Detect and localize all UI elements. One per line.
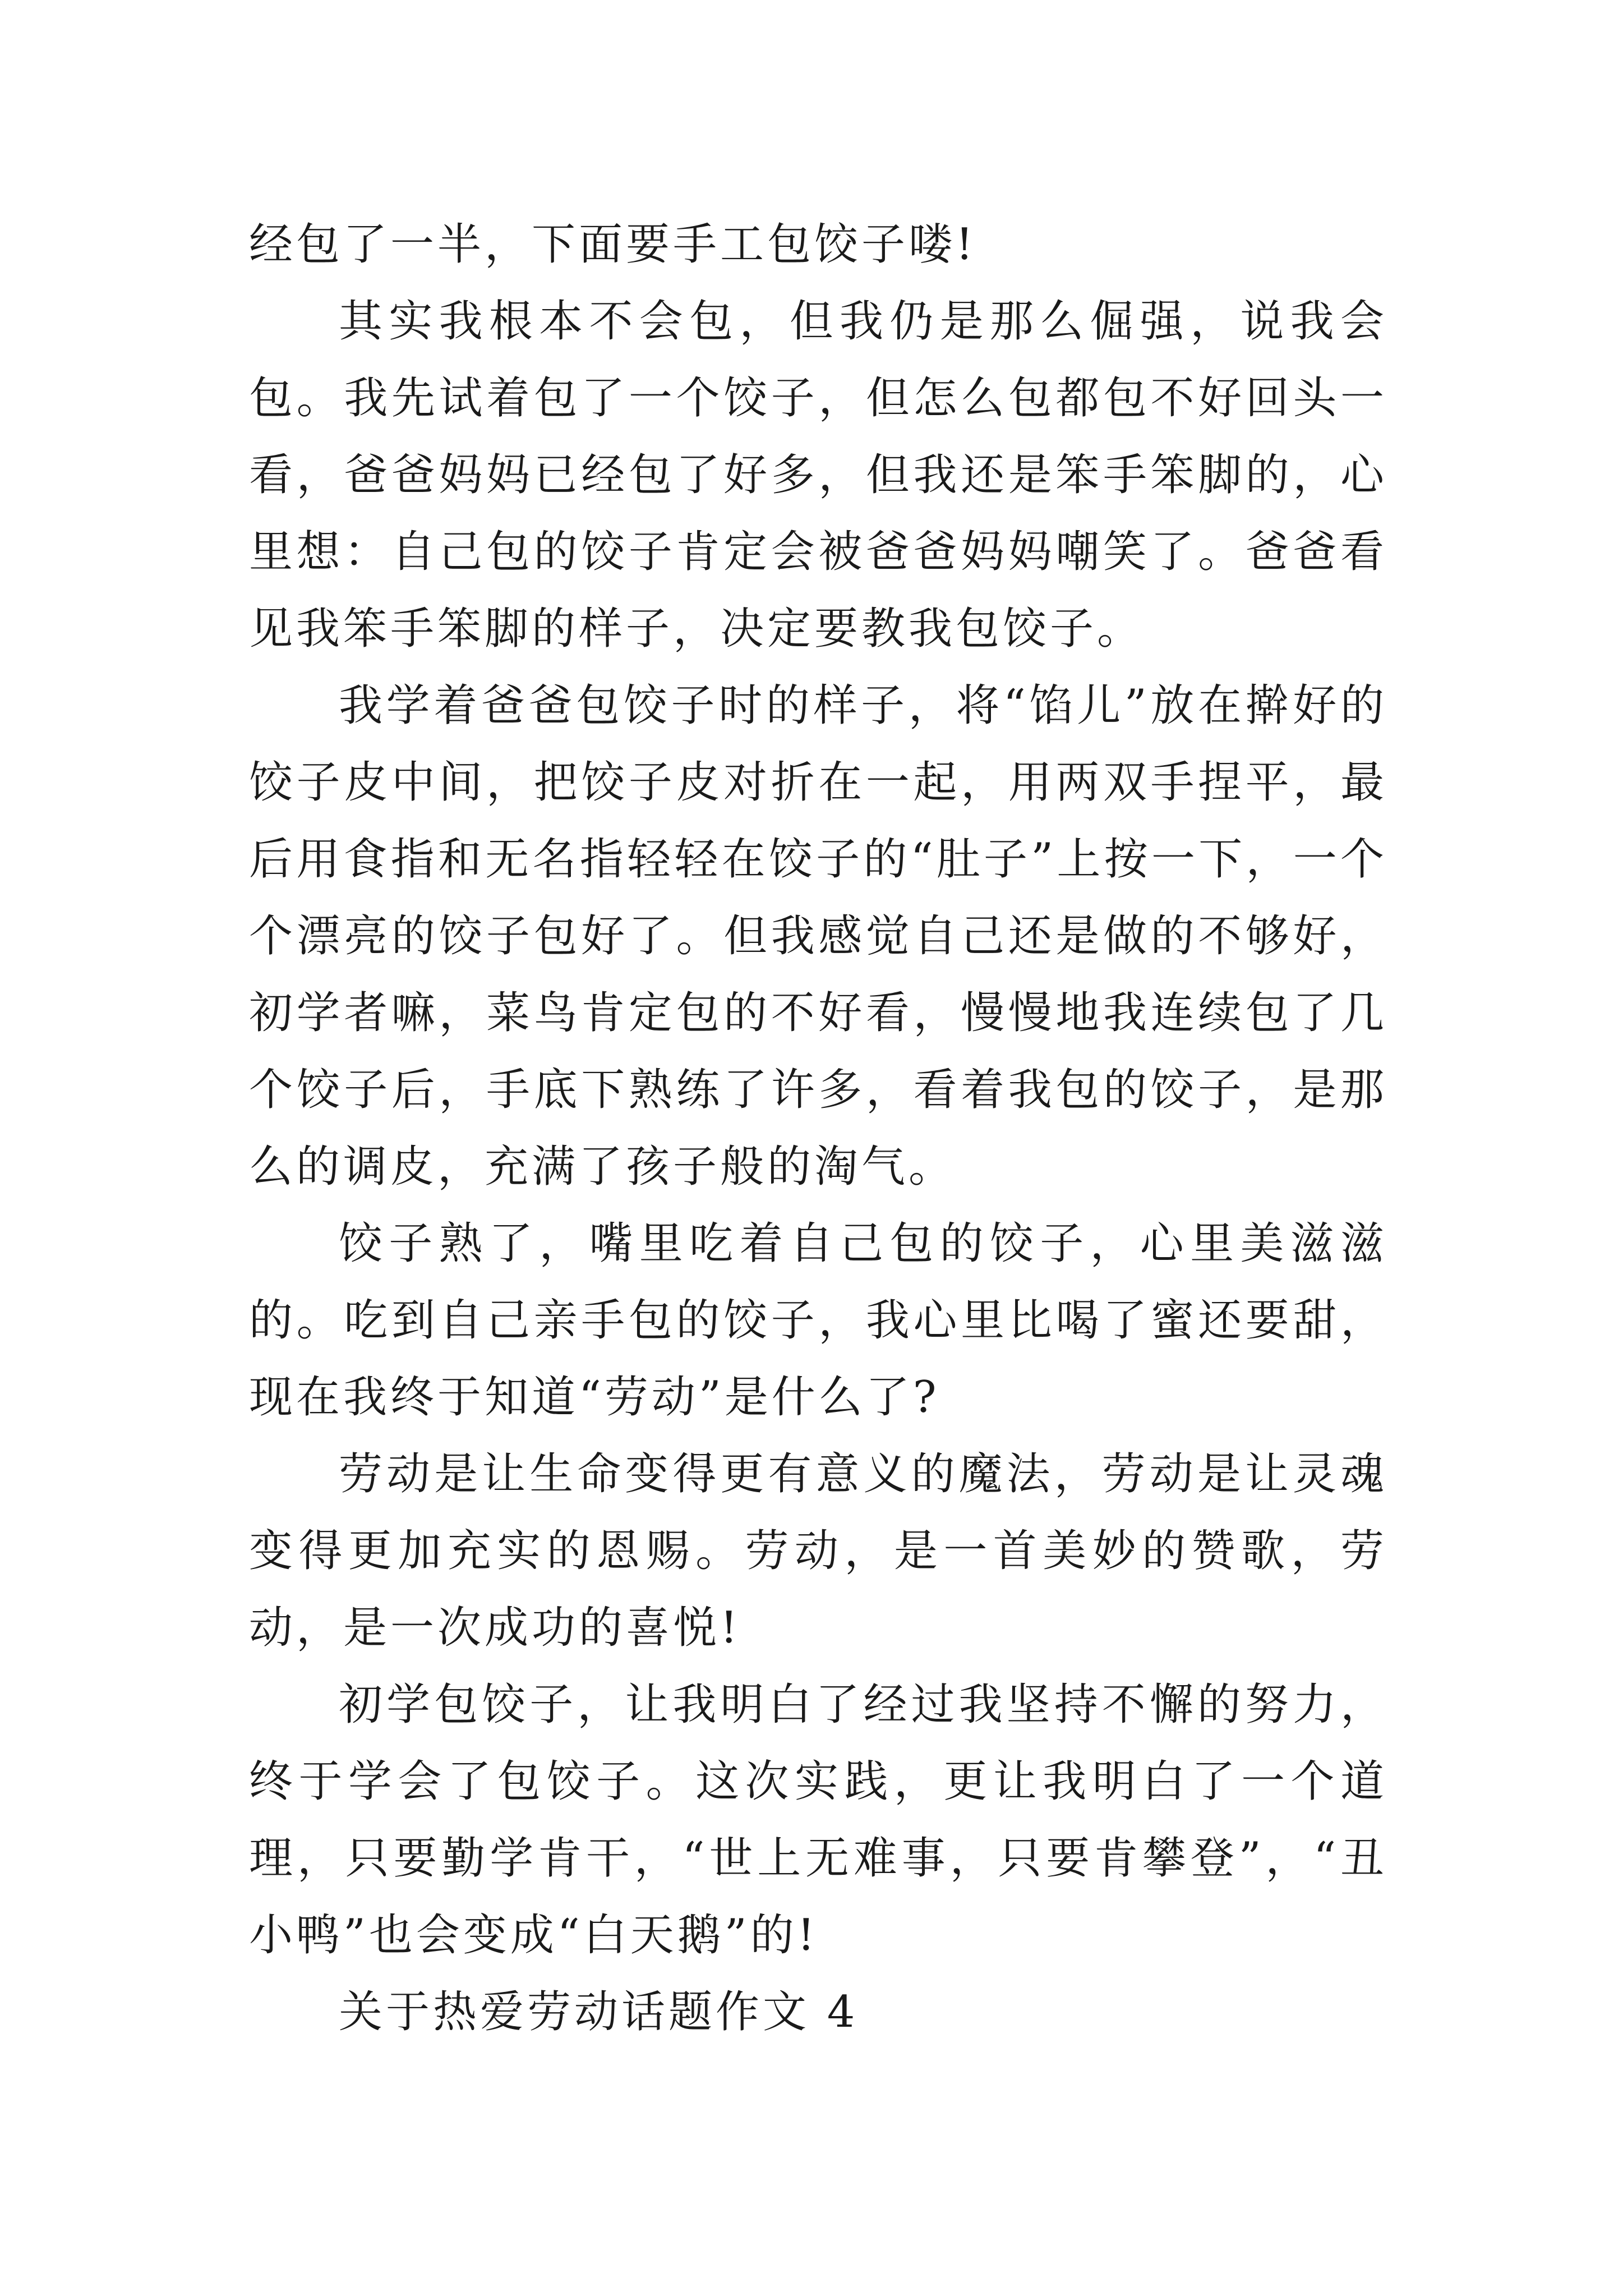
paragraph: 劳动是让生命变得更有意义的魔法，劳动是让灵魂变得更加充实的恩赐。劳动，是一首美妙的赞歌，劳动，是一次成功的喜悦!	[249, 1449, 1387, 1653]
section-heading: 关于热爱劳动话题作文 4	[339, 1987, 859, 2037]
paragraph: 饺子熟了，嘴里吃着自己包的饺子，心里美滋滋的。吃到自己亲手包的饺子，我心里比喝了蜜还要甜，现在我终于知道“劳动”是什么了?	[249, 1218, 1387, 1423]
paragraph-continuation: 经包了一半，下面要手工包饺子喽!	[249, 219, 977, 270]
paragraph: 其实我根本不会包，但我仍是那么倔强，说我会包。我先试着包了一个饺子，但怎么包都包不好回头一看，爸爸妈妈已经包了好多，但我还是笨手笨脚的，心里想：自己包的饺子肯定会被爸爸妈妈嘲笑了。爸爸看见我笨手笨脚的样子，决定要教我包饺子。	[249, 296, 1387, 654]
document-body	[249, 206, 1387, 2051]
paragraph: 初学包饺子，让我明白了经过我坚持不懈的努力，终于学会了包饺子。这次实践，更让我明白了一个道理，只要勤学肯干，“世上无难事，只要肯攀登”，“丑小鸭”也会变成“白天鹅”的!	[249, 1680, 1387, 1961]
paragraph: 我学着爸爸包饺子时的样子，将“馅儿”放在擀好的饺子皮中间，把饺子皮对折在一起，用两双手捏平，最后用食指和无名指轻轻在饺子的“肚子”上按一下，一个个漂亮的饺子包好了。但我感觉自己还是做的不够好，初学者嘛，菜鸟肯定包的不好看，慢慢地我连续包了几个饺子后，手底下熟练了许多，看着我包的饺子，是那么的调皮，充满了孩子般的淘气。	[249, 680, 1387, 1192]
